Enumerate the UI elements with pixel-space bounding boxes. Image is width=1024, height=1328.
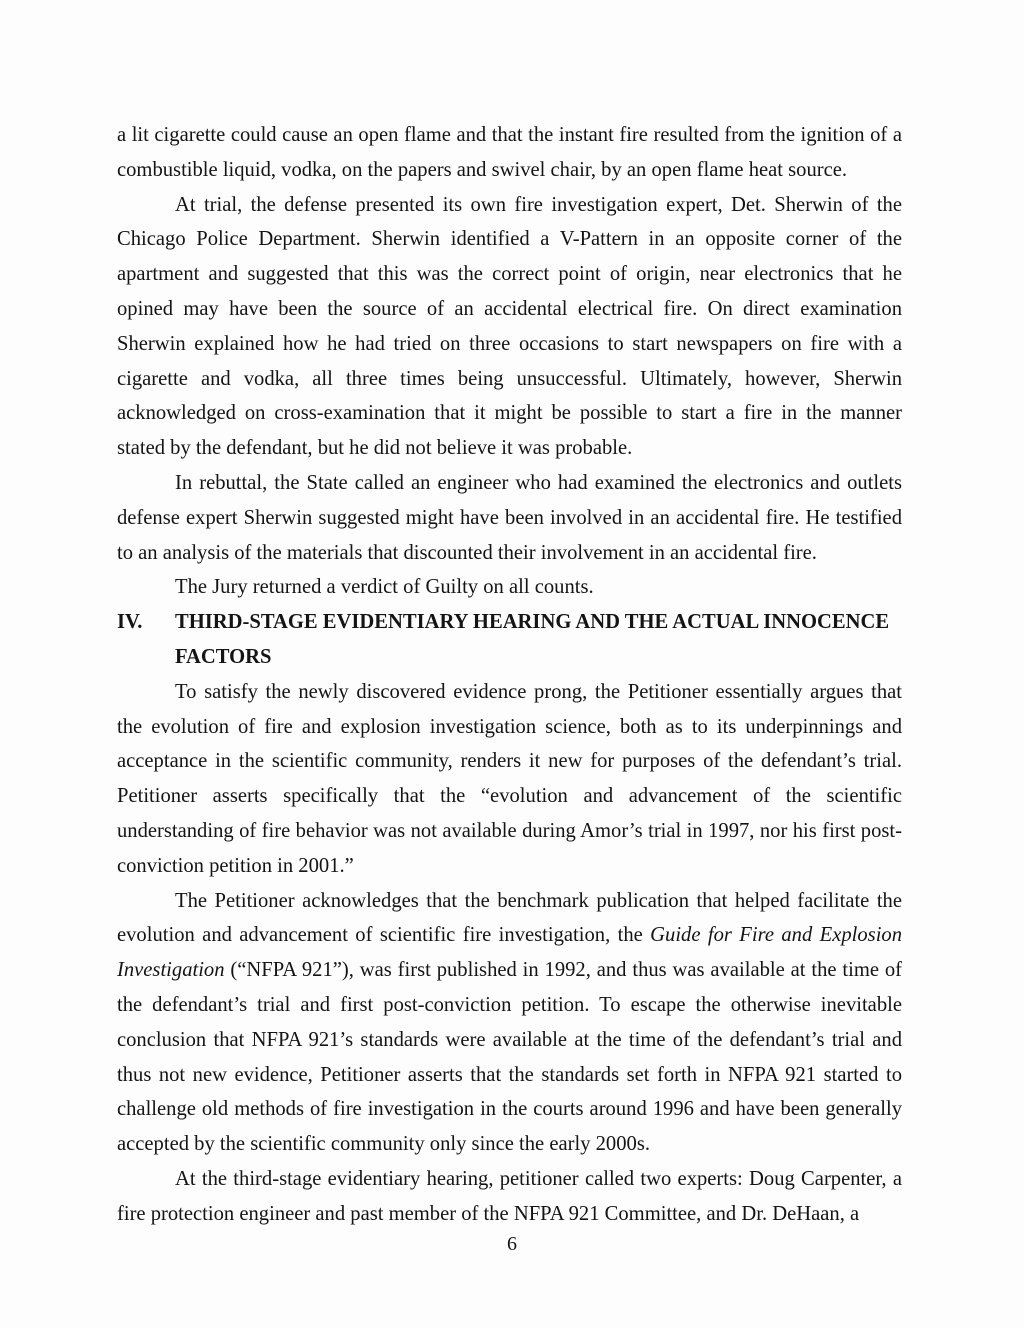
nfpa-text-after: (“NFPA 921”), was first published in 1992, and thus was available at the time of the defendant’s trial and first post-conviction petition. To escape the otherwise inevitable conclusion that NFPA 921’s standards were available at the time of the defendant’s trial and thus not new evidence, Petitioner asserts that the standards set forth in NFPA 921 started to challenge old methods of fire investigation in the courts around 1996 and have been generally accepted by the scientific community only since the early 2000s.: [117, 959, 902, 1156]
section-number: IV.: [117, 611, 143, 634]
paragraph-hearing-experts: At the third-stage evidentiary hearing, petitioner called two experts: Doug Carpenter, a fire protection engineer and past member of the NFPA 921 Committee, and Dr. DeHaan, a: [117, 1167, 902, 1225]
paragraph-fire-cause: a lit cigarette could cause an open flame and that the instant fire resulted from the ignition of a combustible liquid, vodka, on the papers and swivel chair, by an open flame heat source.: [117, 124, 902, 181]
section-title: THIRD-STAGE EVIDENTIARY HEARING AND THE ACTUAL INNOCENCE FACTORS: [175, 611, 890, 668]
page-number: 6: [507, 1233, 517, 1255]
paragraph-new-evidence-prong: To satisfy the newly discovered evidence prong, the Petitioner essentially argues that the evolution of fire and explosion investigation science, both as to its underpinnings and acceptance in the scientific community, renders it new for purposes of the defendant’s trial. Petitioner asserts specifically that the “evolution and advancement of the scientific understanding of fire behavior was not available during Amor’s trial in 1997, nor his first post-conviction petition in 2001.”: [117, 680, 902, 877]
paragraph-nfpa-921: [117, 884, 902, 1162]
paragraph-defense-expert: At trial, the defense presented its own fire investigation expert, Det. Sherwin of the Chicago Police Department. Sherwin identified a V-Pattern in an opposite corner of the apartment and suggested that this was the correct point of origin, near electronics that he opined may have been the source of an accidental electrical fire. On direct examination Sherwin explained how he had tried on three occasions to start newspapers on fire with a cigarette and vodka, all three times being unsuccessful. Ultimately, however, Sherwin acknowledged on cross-examination that it might be possible to start a fire in the manner stated by the defendant, but he did not believe it was probable.: [117, 193, 902, 460]
paragraph-verdict: The Jury returned a verdict of Guilty on all counts.: [175, 576, 594, 599]
section-heading: [117, 605, 902, 675]
document-body: [117, 118, 902, 1232]
paragraph-rebuttal: In rebuttal, the State called an engineer who had examined the electronics and outlets defense expert Sherwin suggested might have been involved in an accidental fire. He testified to an analysis of the materials that discounted their involvement in an accidental fire.: [117, 471, 902, 564]
nfpa-text-before: The Petitioner acknowledges that the benchmark publication that helped facilitate the evolution and advancement of scientific fire investigation, the: [117, 889, 902, 947]
publication-title: Guide for Fire and Explosion Investigation: [117, 924, 903, 982]
